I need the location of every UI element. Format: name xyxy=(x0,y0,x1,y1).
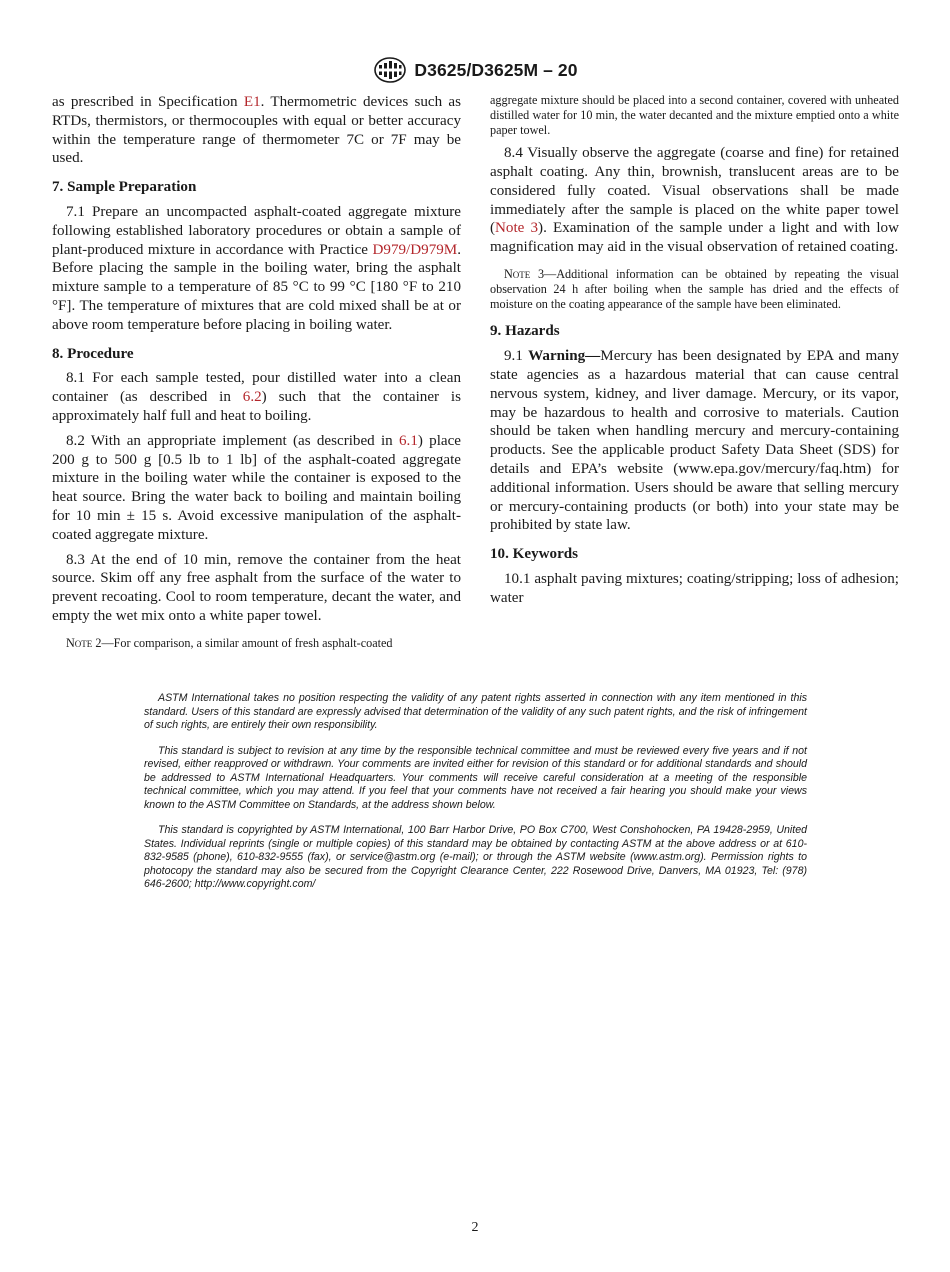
note-2-continued: aggregate mixture should be placed into a second container, covered with unheated distilled water for 10 min, the water decanted and the mixture emptied onto a white paper towel. xyxy=(490,93,899,138)
note-2-label: Note xyxy=(66,635,93,650)
link-e1[interactable]: E1 xyxy=(243,94,261,110)
note-2: Note 2—For comparison, a similar amount of fresh asphalt-coated xyxy=(66,635,393,650)
warning-label: Warning— xyxy=(528,348,601,365)
section-heading-10: 10. Keywords xyxy=(490,546,579,563)
note-3: Note 3—Additional information can be obtained by repeating the visual observation 24 h after boiling when the sample has dried and the effects of moisture on the coating appearance of the sample have been eliminated. xyxy=(490,267,899,312)
note-3-label: Note xyxy=(504,267,531,282)
paragraph-10-1: 10.1 asphalt paving mixtures; coating/stripping; loss of adhesion; water xyxy=(490,570,899,606)
paragraph-8-2: 8.2 With an appropriate implement (as described in 6.1) place 200 g to 500 g [0.5 lb to 1 lb] of the asphalt-coated aggregate mixture in the boiling water while the container is exposed to the heat source. Bring the water back to boiling and maintain boiling for 10 min ± 15 s. Avoid excessive manipulation of the asphalt-coated aggregate mixture. xyxy=(52,432,462,543)
section-heading-7: 7. Sample Preparation xyxy=(52,179,197,196)
paragraph-7-1: 7.1 Prepare an uncompacted asphalt-coated aggregate mixture following established laboratory procedures or obtain a sample of plant-produced mixture in accordance with Practice D979/D979M. Before placing the sample in the boiling water, bring the asphalt mixture sample to a temperature of 85 °C to 99 °C [180 °F to 210 °F]. The temperature of mixtures that are cold mixed shall be at or above room temperature before placing in boiling water. xyxy=(52,203,461,333)
disclaimer-patent: ASTM International takes no position respecting the validity of any patent rights asserted in connection with any item mentioned in this standard. Users of this standard are expressly advised that determination of the validity of any such patent rights, and the risk of infringement of such rights, are entirely their own responsibility. xyxy=(144,692,807,731)
paragraph-8-4: 8.4 Visually observe the aggregate (coarse and fine) for retained asphalt coating. Any thin, brownish, translucent areas are to be considered fully coated. Visual observations shall be made immediately after the sample is placed on the white paper towel (Note 3). Examination of the sample under a light and with low magnification may aid in the visual observation of retained coating. xyxy=(490,145,899,256)
section-heading-9: 9. Hazards xyxy=(490,323,560,340)
link-6-1[interactable]: 6.1 xyxy=(399,432,418,449)
document-id: D3625/D3625M – 20 xyxy=(414,59,578,80)
page-header xyxy=(0,56,950,84)
link-6-2[interactable]: 6.2 xyxy=(242,389,262,406)
paragraph-6-continued: as prescribed in Specification E1. Thermometric devices such as RTDs, thermistors, or thermocouples with equal or better accuracy within the temperature range of thermometer 7C or 7F may be used. xyxy=(52,94,461,167)
astm-logo-icon xyxy=(372,56,408,84)
paragraph-9-1: 9.1 Warning—Mercury has been designated by EPA and many state agencies as a hazardous material that can cause central nervous system, kidney, and liver damage. Mercury, or its vapor, may be hazardous to health and corrosive to materials. Caution should be taken when handling mercury and mercury-containing products. See the applicable product Safety Data Sheet (SDS) for details and EPA’s website (www.epa.gov/mercury/faq.htm) for additional information. Users should be aware that selling mercury or mercury-containing products (or both) into your state may be prohibited by state law. xyxy=(490,348,899,534)
page-number: 2 xyxy=(471,1220,479,1235)
link-d979[interactable]: D979/D979M xyxy=(372,241,458,258)
section-heading-8: 8. Procedure xyxy=(52,345,134,362)
disclaimer-copyright: This standard is copyrighted by ASTM International, 100 Barr Harbor Drive, PO Box C700, West Conshohocken, PA 19428-2959, United States. Individual reprints (single or multiple copies) of this standard may be obtained by contacting ASTM at the above address or at 610-832-9585 (phone), 610-832-9555 (fax), or service@astm.org (e-mail); or through the ASTM website (www.astm.org). Permission rights to photocopy the standard may also be secured from the Copyright Clearance Center, 222 Rosewood Drive, Danvers, MA 01923, Tel: (978) 646-2600; http://www.copyright.com/ xyxy=(144,824,807,890)
link-note-3[interactable]: Note 3 xyxy=(495,220,539,237)
paragraph-8-1: 8.1 For each sample tested, pour distilled water into a clean container (as described in 6.2) such that the container is approximately half full and heat to boiling. xyxy=(52,370,461,424)
right-column xyxy=(490,93,899,614)
disclaimer-revision: This standard is subject to revision at any time by the responsible technical committee and must be reviewed every five years and if not revised, either reapproved or withdrawn. Your comments are invited either for revision of this standard or for additional standards and should be addressed to ASTM International Headquarters. Your comments will receive careful consideration at a meeting of the responsible technical committee, which you may attend. If you feel that your comments have not received a fair hearing you should make your views known to the ASTM Committee on Standards, at the address shown below. xyxy=(144,744,807,811)
astm-disclaimer xyxy=(144,692,807,904)
paragraph-8-3: 8.3 At the end of 10 min, remove the container from the heat source. Skim off any free asphalt from the surface of the water to prevent recoating. Cool to room temperature, decant the water, and empty the wet mix onto a white paper towel. xyxy=(52,551,461,624)
left-column xyxy=(52,93,461,657)
